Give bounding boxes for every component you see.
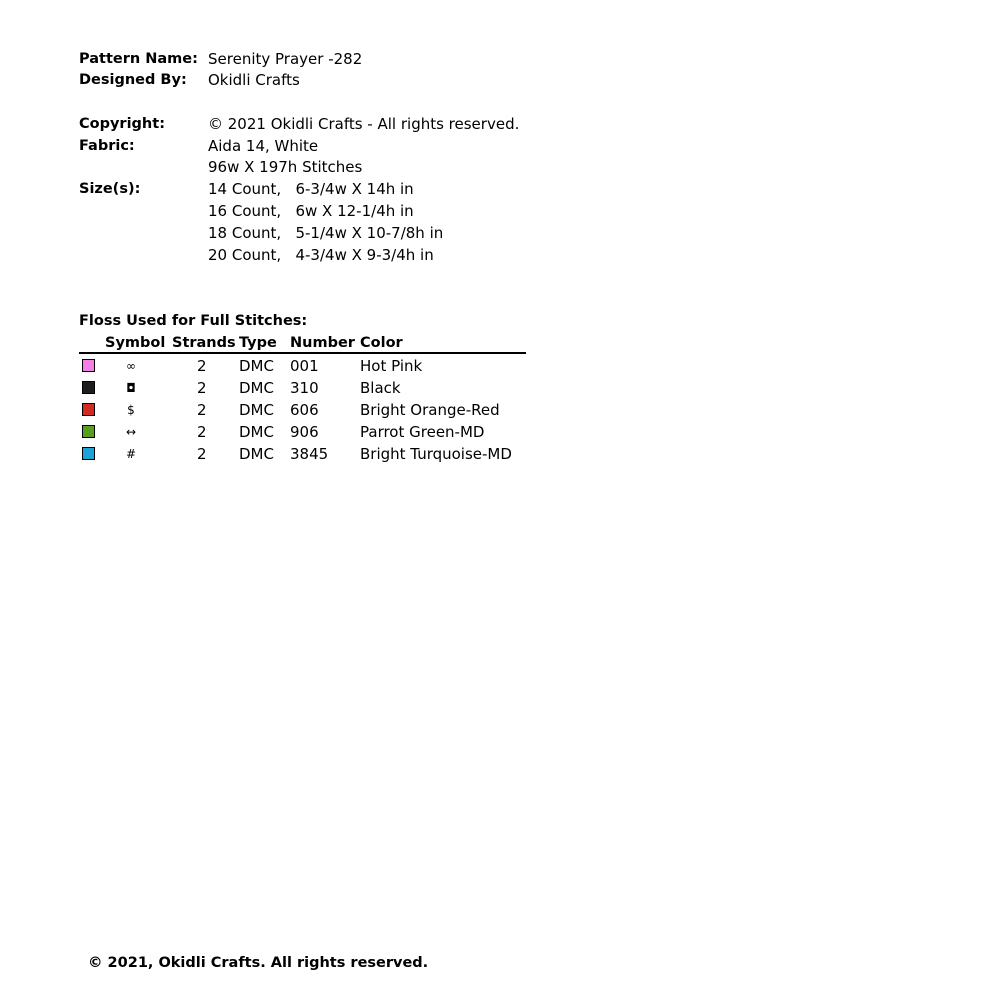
stitch-count-value: 96w X 197h Stitches <box>208 158 363 176</box>
copyright-label: Copyright: <box>79 116 165 132</box>
size-value: 18 Count, 5-1/4w X 10-7/8h in <box>208 224 444 242</box>
symbol-cell: $ <box>127 403 135 417</box>
header-symbol: Symbol <box>105 335 166 351</box>
number-cell: 310 <box>290 379 319 397</box>
number-cell: 606 <box>290 401 319 419</box>
copyright-value: © 2021 Okidli Crafts - All rights reserved. <box>208 115 520 133</box>
color-swatch <box>82 403 95 416</box>
footer-copyright: © 2021, Okidli Crafts. All rights reserved. <box>88 955 429 971</box>
symbol-cell: ∞ <box>126 359 136 373</box>
type-cell: DMC <box>239 401 274 419</box>
color-swatch <box>82 359 95 372</box>
strands-cell: 2 <box>197 379 207 397</box>
header-strands: Strands <box>172 335 236 351</box>
size-value: 14 Count, 6-3/4w X 14h in <box>208 180 414 198</box>
header-color: Color <box>360 335 403 351</box>
symbol-cell: # <box>125 447 137 461</box>
designed-by-label: Designed By: <box>79 72 187 88</box>
header-type: Type <box>239 335 277 351</box>
color-name-cell: Bright Orange-Red <box>360 401 500 419</box>
strands-cell: 2 <box>197 401 207 419</box>
number-cell: 3845 <box>290 445 329 463</box>
size-value: 16 Count, 6w X 12-1/4h in <box>208 202 414 220</box>
pattern-name-value: Serenity Prayer -282 <box>208 50 363 68</box>
type-cell: DMC <box>239 423 274 441</box>
strands-cell: 2 <box>197 423 207 441</box>
header-divider <box>79 352 526 354</box>
number-cell: 001 <box>290 357 319 375</box>
floss-table-title: Floss Used for Full Stitches: <box>79 313 308 329</box>
color-name-cell: Hot Pink <box>360 357 423 375</box>
strands-cell: 2 <box>197 357 207 375</box>
type-cell: DMC <box>239 445 274 463</box>
sizes-label: Size(s): <box>79 181 141 197</box>
size-value: 20 Count, 4-3/4w X 9-3/4h in <box>208 246 434 264</box>
color-name-cell: Bright Turquoise-MD <box>360 445 512 463</box>
color-swatch <box>82 381 95 394</box>
pattern-name-label: Pattern Name: <box>79 51 198 67</box>
color-swatch <box>82 447 95 460</box>
header-number: Number <box>290 335 355 351</box>
type-cell: DMC <box>239 357 274 375</box>
symbol-cell: ↔ <box>125 425 137 439</box>
strands-cell: 2 <box>197 445 207 463</box>
designed-by-value: Okidli Crafts <box>208 71 300 89</box>
symbol-cell: ◘ <box>126 381 136 395</box>
number-cell: 906 <box>290 423 319 441</box>
color-name-cell: Black <box>360 379 401 397</box>
color-swatch <box>82 425 95 438</box>
type-cell: DMC <box>239 379 274 397</box>
fabric-value: Aida 14, White <box>208 137 319 155</box>
color-name-cell: Parrot Green-MD <box>360 423 485 441</box>
fabric-label: Fabric: <box>79 138 135 154</box>
